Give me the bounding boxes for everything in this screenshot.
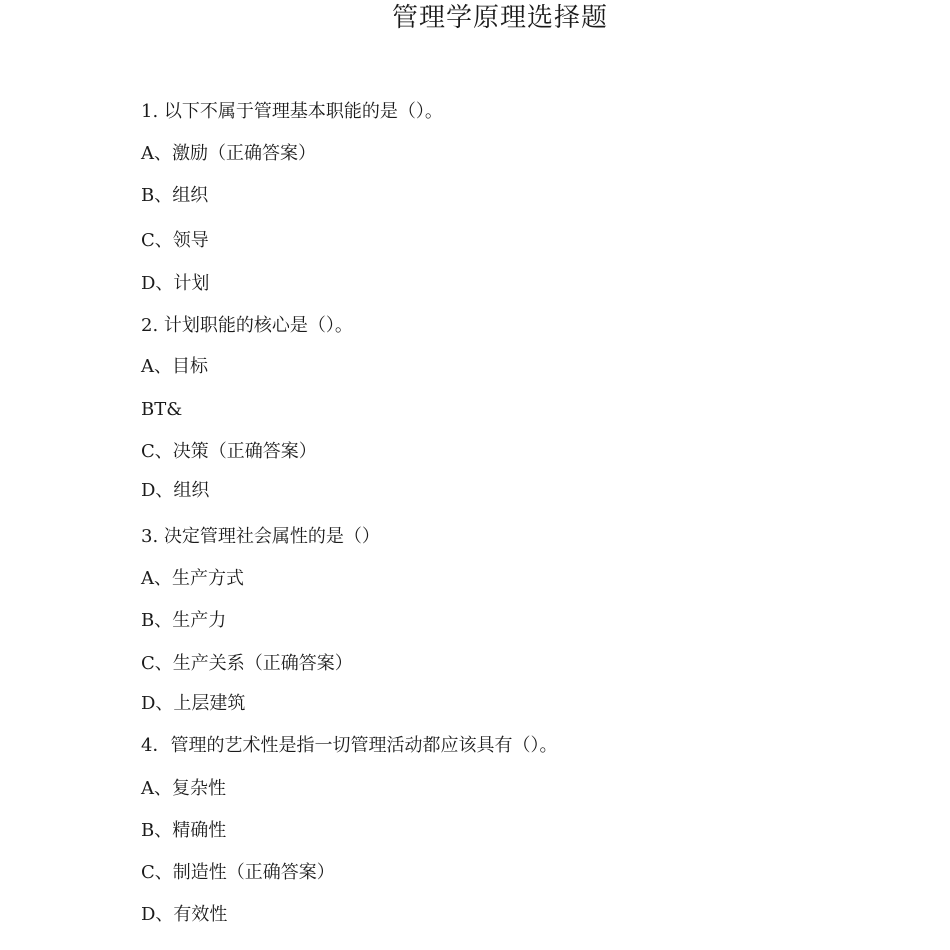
- question-4-text: 4．管理的艺术性是指一切管理活动都应该具有（）。: [141, 735, 558, 756]
- question-3-option-b: B、生产力: [141, 610, 227, 631]
- question-1-option-c: C、领导: [141, 230, 209, 251]
- question-4-option-c: C、制造性（正确答案）: [141, 862, 335, 883]
- page-title: 管理学原理选择题: [391, 3, 608, 33]
- question-2-option-c: C、决策（正确答案）: [141, 441, 317, 462]
- question-1-text: 1. 以下不属于管理基本职能的是（）。: [141, 101, 443, 122]
- question-1-option-d: D、计划: [141, 273, 210, 294]
- question-3-text: 3. 决定管理社会属性的是（）: [141, 526, 380, 547]
- question-3-option-a: A、生产方式: [141, 568, 244, 589]
- question-4-option-a: A、复杂性: [141, 778, 226, 799]
- question-2-option-a: A、目标: [141, 356, 208, 377]
- question-4-option-d: D、有效性: [141, 904, 228, 925]
- question-3-option-c: C、生产关系（正确答案）: [141, 653, 353, 674]
- question-1-option-b: B、组织: [141, 185, 209, 206]
- question-2-option-d: D、组织: [141, 480, 210, 501]
- question-3-option-d: D、上层建筑: [141, 693, 246, 714]
- question-1-option-a: A、激励（正确答案）: [141, 143, 316, 164]
- question-4-option-b: B、精确性: [141, 820, 227, 841]
- question-2-text: 2. 计划职能的核心是（）。: [141, 315, 353, 336]
- question-2-option-b: BT&: [141, 399, 183, 420]
